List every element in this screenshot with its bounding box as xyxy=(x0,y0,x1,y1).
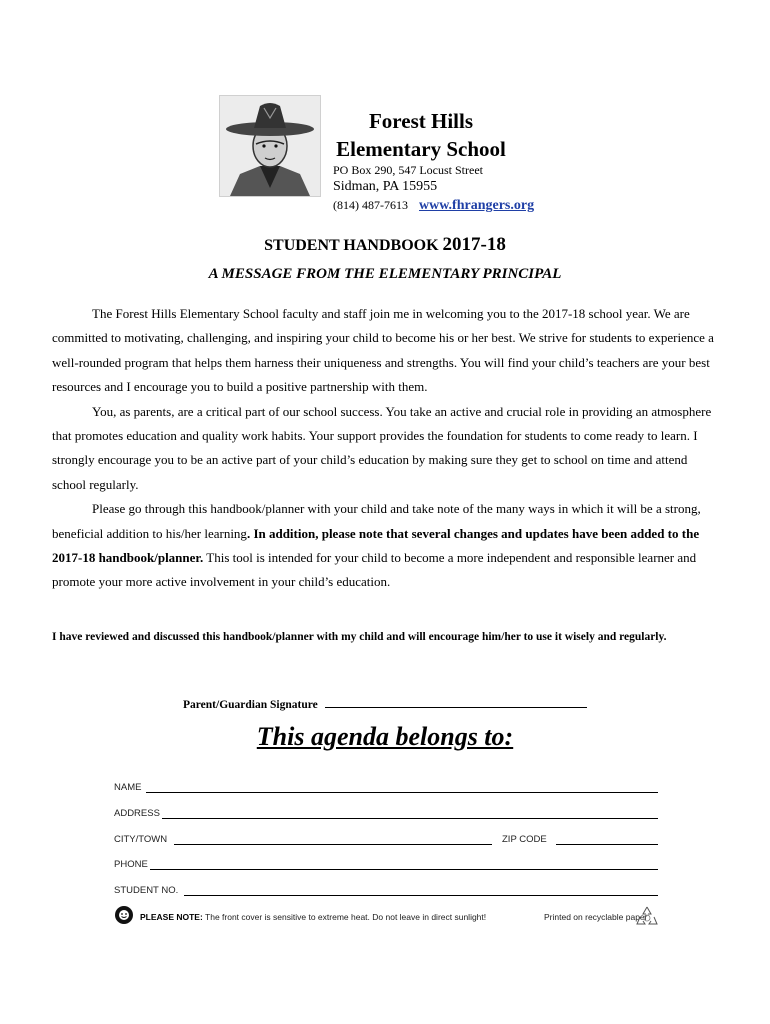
address-field[interactable] xyxy=(114,808,659,822)
phone-field[interactable] xyxy=(114,859,659,873)
handbook-title xyxy=(0,234,770,256)
agenda-title xyxy=(0,722,770,752)
message-title: A MESSAGE FROM THE ELEMENTARY PRINCIPAL xyxy=(208,266,562,282)
address-label: ADDRESS xyxy=(114,808,160,819)
school-header xyxy=(219,95,559,215)
signature-label: Parent/Guardian Signature xyxy=(183,699,318,711)
student-no-label: STUDENT NO. xyxy=(114,885,179,896)
signature-line[interactable] xyxy=(325,697,587,708)
name-label: NAME xyxy=(114,782,142,793)
heat-warning xyxy=(140,912,486,922)
city-label: CITY/TOWN xyxy=(114,834,168,845)
student-no-field[interactable] xyxy=(114,885,659,899)
name-line[interactable] xyxy=(146,792,658,793)
handbook-title-text: STUDENT HANDBOOK xyxy=(264,237,439,254)
student-no-line[interactable] xyxy=(184,895,658,896)
school-name-line2: Elementary School xyxy=(336,137,506,161)
city-zip-row xyxy=(114,834,659,848)
zip-label: ZIP CODE xyxy=(502,834,547,845)
paragraph-3-end: This tool is intended for your child to become a more independent and responsible learner and promote your more active involvement in your child’s education. xyxy=(52,550,697,590)
paragraph-3-start: Please go through this handbook/planner with your child and take note of the many ways in which it will be a strong, beneficial addition to his/her learning xyxy=(52,501,701,541)
note-text: The front cover is sensitive to extreme heat. Do not leave in direct sunlight! xyxy=(202,912,487,922)
agenda-title-text: This agenda belongs to: xyxy=(256,722,514,751)
school-address-street: PO Box 290, 547 Locust Street xyxy=(333,163,483,177)
message-paragraph-1: The Forest Hills Elementary School faculty and staff join me in welcoming you to the 2017-18 school year. We are committed to motivating, challenging, and inspiring your child to become his or her best. We strive for students to experience a well-rounded program that helps them harness their uniqueness and strengths. You will find your child’s teachers are your best resources and I encourage you to build a positive partnership with them. xyxy=(52,306,714,395)
address-line[interactable] xyxy=(162,818,658,819)
signature-row xyxy=(183,697,587,711)
paragraph-3-bold: . In addition, please note that several changes and updates have been added to the 2017-18 handbook/planner. xyxy=(52,525,700,566)
message-paragraph-3 xyxy=(52,497,720,595)
phone-line[interactable] xyxy=(150,869,658,870)
footer-note xyxy=(114,905,659,929)
name-field[interactable] xyxy=(114,782,659,796)
school-name-line1: Forest Hills xyxy=(368,109,473,133)
handbook-year: 2017-18 xyxy=(442,234,506,255)
phone-label: PHONE xyxy=(114,859,148,870)
recycle-icon xyxy=(636,905,658,927)
message-paragraph-2: You, as parents, are a critical part of our school success. You take an active and crucial role in providing an atmosphere that promotes education and quality work habits. Your support provides the foundation for students to come ready to learn. I strongly encourage you to be an active part of your child’s education by making sure they get to school on time and attend school regularly. xyxy=(52,403,712,492)
city-line[interactable] xyxy=(174,844,492,845)
zip-line[interactable] xyxy=(556,844,658,845)
school-name xyxy=(323,107,519,163)
school-phone: (814) 487-7613 xyxy=(333,198,408,212)
principal-message xyxy=(52,302,720,595)
school-website-link[interactable]: www.fhrangers.org xyxy=(419,198,535,213)
school-address-city: Sidman, PA 15955 xyxy=(333,179,438,194)
sun-icon xyxy=(114,905,134,925)
school-contact xyxy=(333,198,534,214)
ranger-portrait-icon xyxy=(219,95,321,197)
recyclable-note: Printed on recyclable paper xyxy=(544,912,648,922)
note-label: PLEASE NOTE: xyxy=(140,912,203,922)
acknowledgement-statement: I have reviewed and discussed this handbook/planner with my child and will encourage him/her to use it wisely and regularly. xyxy=(52,631,667,643)
